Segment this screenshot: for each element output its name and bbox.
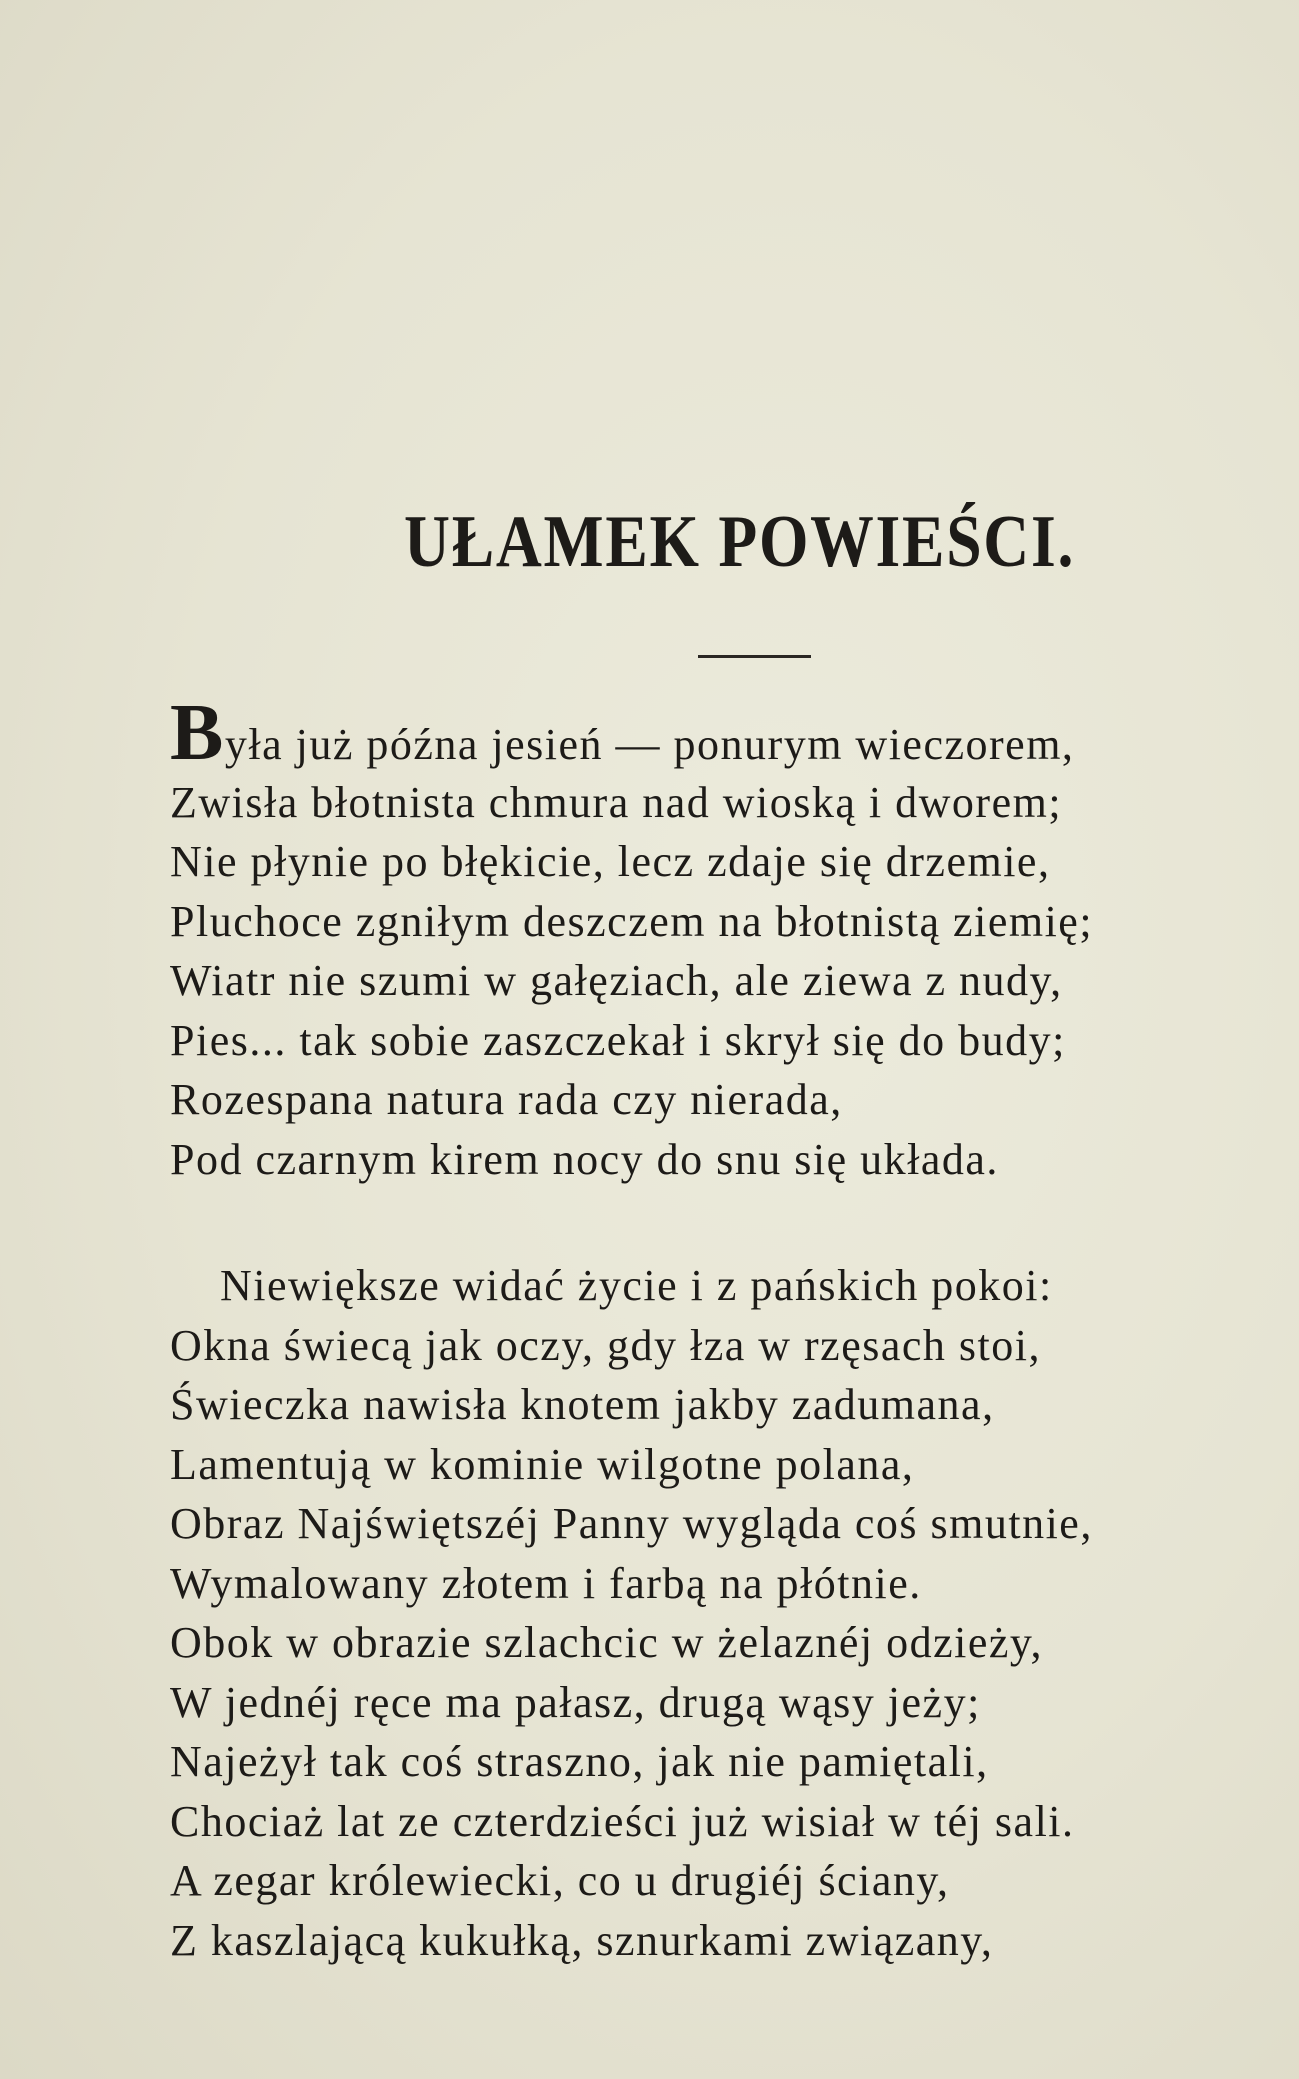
- verse-line: Zwisła błotnista chmura nad wioską i dworem;: [170, 777, 1063, 827]
- verse-line: A zegar królewiecki, co u drugiéj ściany,: [170, 1856, 950, 1905]
- verse-line: [170, 689, 1250, 777]
- verse-line: Obraz Najświętszéj Panny wygląda coś smutnie,: [170, 1499, 1093, 1548]
- verse-line: Z kaszlającą kukułką, sznurkami związany,: [170, 1915, 994, 1965]
- verse-line: W jednéj ręce ma pałasz, drugą wąsy jeży;: [170, 1677, 981, 1727]
- verse-line: Świeczka nawisła knotem jakby zadumana,: [170, 1380, 995, 1429]
- verse-line: Obok w obrazie szlachcic w żelaznéj odzieży,: [170, 1618, 1044, 1667]
- verse-line: Okna świecą jak oczy, gdy łza w rzęsach stoi,: [170, 1320, 1041, 1370]
- verse-line: Wiatr nie szumi w gałęziach, ale ziewa z nudy,: [170, 956, 1063, 1005]
- verse-line: Pies... tak sobie zaszczekał i skrył się do budy;: [170, 1015, 1066, 1065]
- verse-line: Niewiększe widać życie i z pańskich pokoi:: [220, 1261, 1053, 1310]
- chapter-title: UŁAMEK POWIEŚCI.: [404, 501, 1076, 583]
- verse-text: yła już późna jesień — ponurym wieczorem,: [224, 720, 1075, 769]
- stanza-2: [170, 1256, 1250, 1970]
- verse-line: Nie płynie po błękicie, lecz zdaje się drzemie,: [170, 837, 1051, 886]
- drop-cap: B: [170, 689, 225, 777]
- verse-line: Rozespana natura rada czy nierada,: [170, 1075, 843, 1124]
- stanza-1: [170, 689, 1250, 1189]
- title-divider: [698, 655, 811, 658]
- verse-line: Pod czarnym kirem nocy do snu się układa.: [170, 1134, 999, 1184]
- verse-line: Najeżył tak coś straszno, jak nie pamiętali,: [170, 1737, 989, 1786]
- verse-line: Wymalowany złotem i farbą na płótnie.: [170, 1558, 922, 1608]
- verse-line: Chociaż lat ze czterdzieści już wisiał w téj sali.: [170, 1796, 1075, 1846]
- verse-line: Lamentują w kominie wilgotne polana,: [170, 1439, 915, 1489]
- verse-line: Pluchoce zgniłym deszczem na błotnistą ziemię;: [170, 896, 1094, 946]
